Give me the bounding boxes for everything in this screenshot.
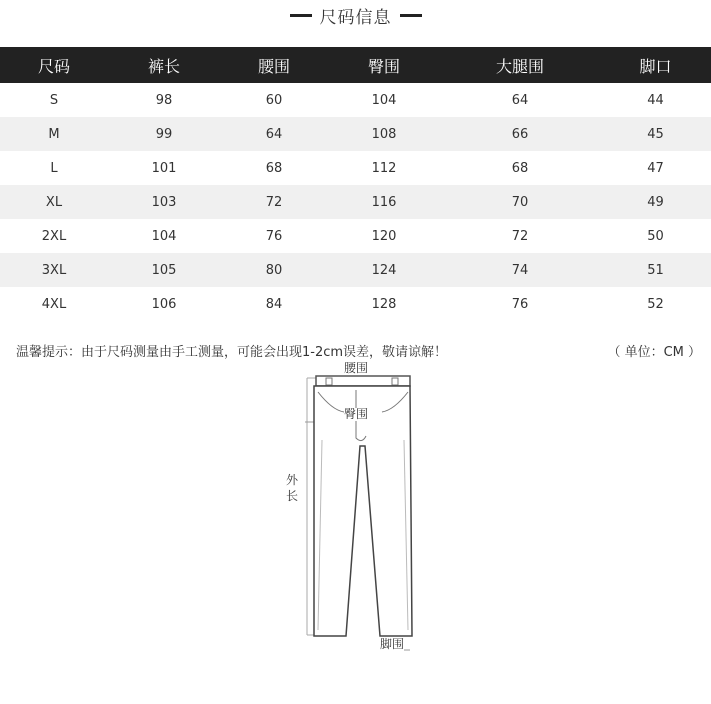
cell-waist: 64 [220,117,328,151]
cell-length: 106 [151,296,177,312]
length-label-1: 外 [286,473,299,487]
cell-hip: 108 [328,117,440,151]
cell-size: 3XL [0,253,108,287]
cell-thigh: 74 [440,253,600,287]
cell-size: S [49,92,59,108]
cell-waist: 72 [220,185,328,219]
length-label-2: 长 [286,489,299,503]
cell-hem: 50 [647,228,664,244]
cell-waist: 84 [265,296,283,312]
header-thigh: 大腿围 [440,47,600,83]
cell-thigh: 66 [440,117,600,151]
cell-waist: 68 [265,160,283,176]
cell-thigh: 64 [511,92,529,108]
cell-size: XL [0,185,108,219]
cell-thigh: 76 [511,296,529,312]
title-bar [0,0,711,30]
table-row [0,83,711,117]
header-waist: 腰围 [220,47,328,83]
waist-label: 腰围 [344,361,369,375]
table-row [0,151,711,185]
cell-hip: 120 [371,228,397,244]
cell-waist: 60 [265,92,283,108]
cell-length: 101 [151,160,177,176]
cell-waist: 80 [220,253,328,287]
cell-size: 4XL [41,296,67,312]
title-right-dash [400,14,422,17]
cell-hip: 124 [328,253,440,287]
table-row [0,185,711,219]
table-row [0,253,711,287]
pants-outline-illustration [270,360,440,660]
hip-label: 臀围 [344,407,369,421]
cell-hem: 51 [600,253,711,287]
table-row [0,287,711,321]
cell-hip: 112 [371,160,397,176]
cell-hip: 104 [371,92,397,108]
title-left-dash [290,14,312,17]
cell-hip: 128 [371,296,397,312]
cell-hem: 45 [600,117,711,151]
cell-hem: 49 [600,185,711,219]
measurement-note: 温馨提示：由于尺码测量由手工测量，可能会出现1-2cm误差，敬请谅解！ [16,345,448,360]
table-row [0,219,711,253]
header-length: 裤长 [108,47,220,83]
header-hip: 臀围 [328,47,440,83]
cell-hem: 47 [647,160,664,176]
cell-size: L [50,160,58,176]
cell-hem: 52 [647,296,664,312]
cell-size: M [0,117,108,151]
page-title: 尺码信息 [319,7,392,28]
cell-thigh: 68 [511,160,529,176]
cell-length: 98 [155,92,173,108]
header-size: 尺码 [0,47,108,83]
cell-thigh: 72 [511,228,529,244]
cell-size: 2XL [41,228,67,244]
size-table [0,47,711,321]
table-header-row [0,47,711,83]
cell-thigh: 70 [440,185,600,219]
cell-hip: 116 [328,185,440,219]
hem-label: 脚围 [380,637,405,651]
cell-waist: 76 [265,228,283,244]
cell-length: 103 [108,185,220,219]
cell-hem: 44 [647,92,664,108]
header-hem: 脚口 [600,47,711,83]
cell-length: 99 [108,117,220,151]
cell-length: 104 [151,228,177,244]
table-row [0,117,711,151]
unit-label: （ 单位：CM ） [607,345,701,360]
pants-diagram [270,360,440,660]
cell-length: 105 [108,253,220,287]
